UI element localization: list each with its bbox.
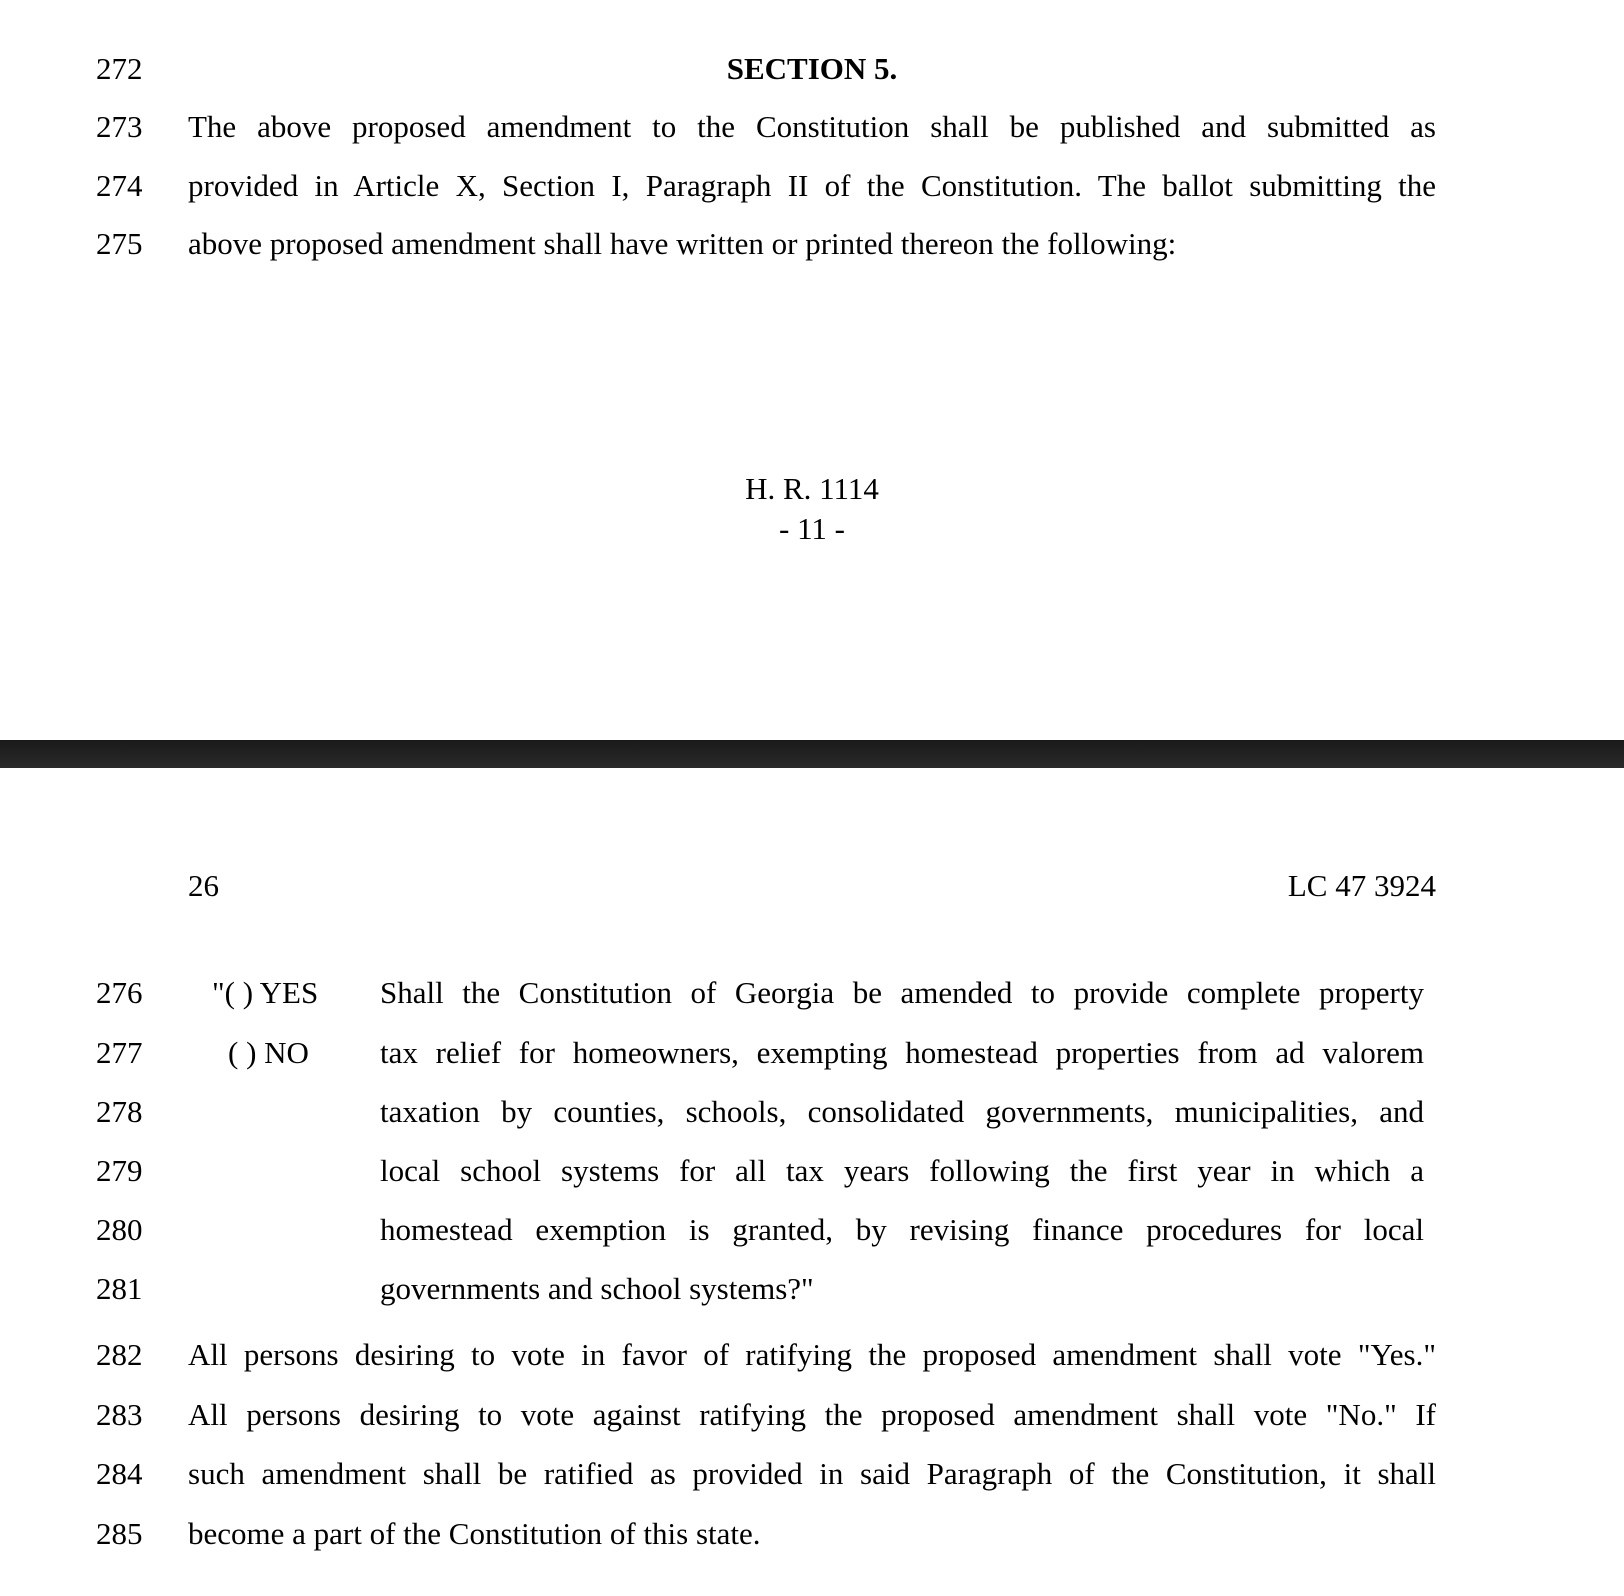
line-number: 278 [96,1094,143,1129]
document-page-12 [0,768,1624,1596]
line-282 [0,1335,1624,1375]
line-number: 276 [96,975,143,1010]
page-header-left: 26 [188,868,219,903]
ballot-text: homestead exemption is granted, by revising finance procedures for local [380,1212,1424,1247]
line-number: 282 [96,1337,143,1372]
line-number: 279 [96,1153,143,1188]
line-number: 283 [96,1397,143,1432]
line-number: 274 [96,168,143,203]
ballot-no-option: ( ) NO [228,1035,309,1070]
ballot-text: governments and school systems?" [380,1271,814,1306]
line-number: 280 [96,1212,143,1247]
line-281 [0,1269,1624,1309]
line-280 [0,1210,1624,1250]
page-number: - 11 - [779,511,845,546]
document-page-11 [0,0,1624,740]
line-number: 273 [96,109,143,144]
line-272 [0,49,1624,89]
line-285 [0,1514,1624,1554]
line-number: 284 [96,1456,143,1491]
line-text: All persons desiring to vote against ratifying the proposed amendment shall vote "No." If [188,1397,1436,1432]
line-text: become a part of the Constitution of this state. [188,1516,761,1551]
line-text: The above proposed amendment to the Constitution shall be published and submitted as [188,109,1436,144]
ballot-text: tax relief for homeowners, exempting homestead properties from ad valorem [380,1035,1424,1070]
section-heading: SECTION 5. [726,51,898,86]
line-number: 277 [96,1035,143,1070]
line-278 [0,1092,1624,1132]
line-273 [0,107,1624,147]
ballot-yes-option: "( ) YES [212,975,319,1010]
line-number: 272 [96,51,143,86]
line-279 [0,1151,1624,1191]
line-275 [0,224,1624,264]
line-text: provided in Article X, Section I, Paragraph II of the Constitution. The ballot submitting the [188,168,1436,203]
ballot-text: Shall the Constitution of Georgia be amended to provide complete property [380,975,1424,1010]
page-header [0,866,1624,906]
bill-number: H. R. 1114 [745,471,879,506]
line-number: 275 [96,226,143,261]
line-number: 285 [96,1516,143,1551]
ballot-text: taxation by counties, schools, consolidated governments, municipalities, and [380,1094,1424,1129]
line-text: above proposed amendment shall have written or printed thereon the following: [188,226,1177,261]
line-274 [0,166,1624,206]
line-276 [0,973,1624,1013]
line-283 [0,1395,1624,1435]
line-277 [0,1033,1624,1073]
ballot-text: local school systems for all tax years following the first year in which a [380,1153,1424,1188]
page-divider [0,740,1624,768]
line-text: All persons desiring to vote in favor of ratifying the proposed amendment shall vote "Yes." [188,1337,1436,1372]
line-text: such amendment shall be ratified as provided in said Paragraph of the Constitution, it shall [188,1456,1436,1491]
page-header-right: LC 47 3924 [1287,868,1436,903]
line-number: 281 [96,1271,143,1306]
line-284 [0,1454,1624,1494]
